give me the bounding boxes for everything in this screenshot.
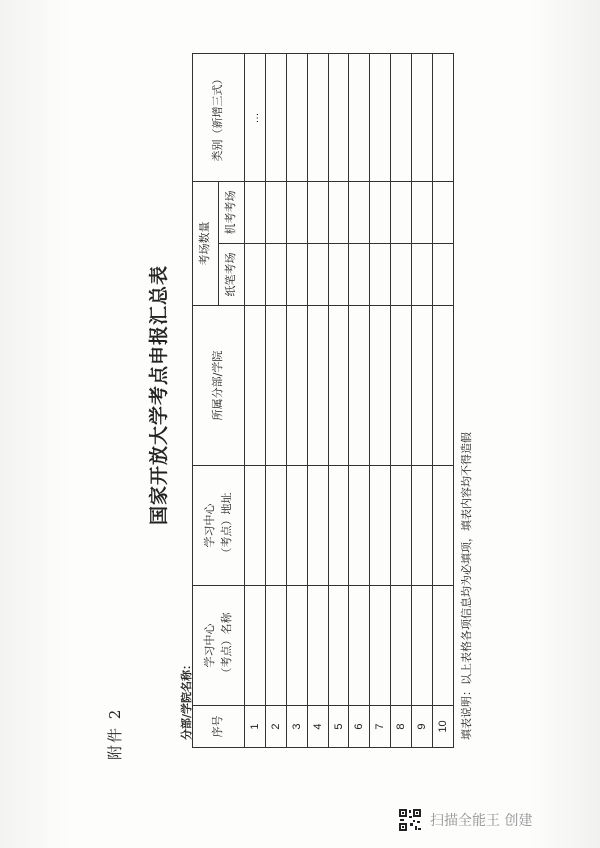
empty-cell[interactable] — [328, 586, 349, 706]
empty-cell[interactable] — [307, 586, 328, 706]
header-paper-rooms: 纸笔考场 — [219, 244, 245, 306]
empty-cell[interactable] — [370, 466, 391, 586]
row-serial-number: 8 — [391, 706, 412, 748]
table-row — [328, 54, 349, 748]
empty-cell[interactable] — [286, 466, 307, 586]
attachment-label: 附件 2 — [106, 707, 124, 760]
empty-cell[interactable] — [265, 244, 286, 306]
empty-cell[interactable] — [370, 244, 391, 306]
category-cell[interactable]: … — [245, 54, 266, 182]
empty-cell[interactable] — [370, 586, 391, 706]
empty-cell[interactable] — [349, 244, 370, 306]
empty-cell[interactable] — [286, 182, 307, 244]
empty-cell[interactable] — [349, 182, 370, 244]
table-row — [307, 54, 328, 748]
row-serial-number: 3 — [286, 706, 307, 748]
empty-cell[interactable] — [391, 54, 412, 182]
rotated-form — [60, 30, 480, 760]
empty-cell[interactable] — [328, 466, 349, 586]
empty-cell[interactable] — [370, 182, 391, 244]
empty-cell[interactable] — [245, 586, 266, 706]
table-body — [245, 54, 454, 748]
empty-cell[interactable] — [349, 586, 370, 706]
empty-cell[interactable] — [433, 586, 454, 706]
scanner-watermark — [398, 808, 532, 832]
empty-cell[interactable] — [328, 306, 349, 466]
qr-code-icon — [398, 808, 422, 832]
table-row — [370, 54, 391, 748]
row-serial-number: 6 — [349, 706, 370, 748]
header-affiliation: 所属分部/学院 — [193, 306, 245, 466]
table-row — [349, 54, 370, 748]
empty-cell[interactable] — [245, 182, 266, 244]
empty-cell[interactable] — [286, 244, 307, 306]
empty-cell[interactable] — [433, 54, 454, 182]
empty-cell[interactable] — [265, 586, 286, 706]
empty-cell[interactable] — [307, 54, 328, 182]
empty-cell[interactable] — [391, 466, 412, 586]
empty-cell[interactable] — [286, 586, 307, 706]
scanner-watermark-text: 扫描全能王 创建 — [430, 813, 533, 829]
empty-cell[interactable] — [433, 306, 454, 466]
empty-cell[interactable] — [349, 466, 370, 586]
empty-cell[interactable] — [265, 54, 286, 182]
empty-cell[interactable] — [370, 54, 391, 182]
empty-cell[interactable] — [245, 244, 266, 306]
empty-cell[interactable] — [307, 244, 328, 306]
empty-cell[interactable] — [412, 244, 433, 306]
empty-cell[interactable] — [307, 182, 328, 244]
empty-cell[interactable] — [433, 182, 454, 244]
branch-name-label: 分部/学院名称： — [180, 658, 193, 740]
empty-cell[interactable] — [391, 244, 412, 306]
summary-table — [192, 53, 454, 748]
table-row — [265, 54, 286, 748]
header-center-address — [193, 466, 245, 586]
header-center-name — [193, 586, 245, 706]
empty-cell[interactable] — [433, 244, 454, 306]
form-title: 国家开放大学考点申报汇总表 — [148, 265, 170, 526]
row-serial-number: 4 — [307, 706, 328, 748]
empty-cell[interactable] — [286, 306, 307, 466]
empty-cell[interactable] — [412, 306, 433, 466]
empty-cell[interactable] — [412, 466, 433, 586]
empty-cell[interactable] — [412, 182, 433, 244]
header-computer-rooms: 机考考场 — [219, 182, 245, 244]
row-serial-number: 9 — [412, 706, 433, 748]
empty-cell[interactable] — [328, 182, 349, 244]
empty-cell[interactable] — [265, 306, 286, 466]
table-row — [245, 54, 266, 748]
row-serial-number: 1 — [245, 706, 266, 748]
empty-cell[interactable] — [307, 466, 328, 586]
empty-cell[interactable] — [391, 306, 412, 466]
empty-cell[interactable] — [391, 586, 412, 706]
table-row — [391, 54, 412, 748]
table-row — [286, 54, 307, 748]
row-serial-number: 2 — [265, 706, 286, 748]
empty-cell[interactable] — [328, 54, 349, 182]
fill-instructions: 填表说明：以上表格各项信息均为必填项，填表内容均不得造假 — [460, 432, 473, 740]
empty-cell[interactable] — [412, 586, 433, 706]
row-serial-number: 10 — [433, 706, 454, 748]
header-center-name-line2: （考点）名称 — [219, 612, 233, 679]
empty-cell[interactable] — [245, 466, 266, 586]
header-category: 类别（新增三式） — [193, 54, 245, 182]
empty-cell[interactable] — [328, 244, 349, 306]
table-row — [433, 54, 454, 748]
header-serial: 序号 — [193, 706, 245, 748]
empty-cell[interactable] — [412, 54, 433, 182]
empty-cell[interactable] — [286, 54, 307, 182]
table-row — [412, 54, 433, 748]
empty-cell[interactable] — [391, 182, 412, 244]
row-serial-number: 5 — [328, 706, 349, 748]
empty-cell[interactable] — [307, 306, 328, 466]
empty-cell[interactable] — [349, 306, 370, 466]
header-center-name-line1: 学习中心 — [203, 623, 216, 668]
header-center-address-line2: （考点）地址 — [219, 492, 233, 559]
empty-cell[interactable] — [265, 466, 286, 586]
empty-cell[interactable] — [433, 466, 454, 586]
empty-cell[interactable] — [349, 54, 370, 182]
empty-cell[interactable] — [265, 182, 286, 244]
empty-cell[interactable] — [245, 306, 266, 466]
row-serial-number: 7 — [370, 706, 391, 748]
header-center-address-line1: 学习中心 — [203, 503, 216, 548]
empty-cell[interactable] — [370, 306, 391, 466]
header-room-count: 考场数量 — [193, 182, 219, 306]
